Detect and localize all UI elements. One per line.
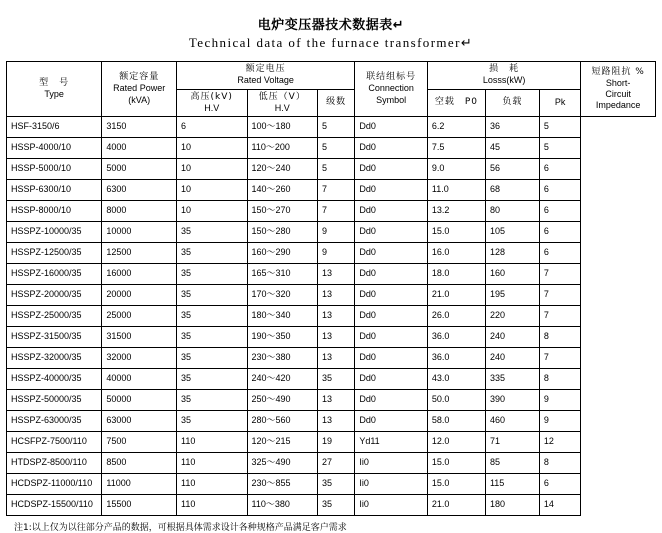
- table-cell: Dd0: [355, 369, 428, 390]
- table-cell: 13: [317, 264, 354, 285]
- page-title-chinese: 电炉变压器技术数据表↵: [257, 18, 405, 33]
- col-header-rated-voltage: 额定电压 Rated Voltage: [177, 62, 355, 90]
- table-cell: HSSPZ-50000/35: [7, 390, 102, 411]
- table-row: [7, 432, 656, 453]
- table-cell: HSSPZ-32000/35: [7, 348, 102, 369]
- table-cell: 7: [539, 264, 580, 285]
- table-cell: 6: [539, 243, 580, 264]
- table-cell: HSSPZ-10000/35: [7, 222, 102, 243]
- table-cell: 150～270: [247, 201, 317, 222]
- table-cell: 170～320: [247, 285, 317, 306]
- table-cell: HSSPZ-31500/35: [7, 327, 102, 348]
- table-cell: 36: [485, 117, 539, 138]
- table-row: [7, 327, 656, 348]
- table-cell: 240: [485, 327, 539, 348]
- table-cell: 50.0: [427, 390, 485, 411]
- table-cell: 71: [485, 432, 539, 453]
- table-row: [7, 495, 656, 516]
- table-cell: 7.5: [427, 138, 485, 159]
- table-cell: 56: [485, 159, 539, 180]
- table-cell: HSSP-8000/10: [7, 201, 102, 222]
- document-page: [0, 14, 662, 533]
- table-cell: 120～240: [247, 159, 317, 180]
- table-cell: HSSPZ-20000/35: [7, 285, 102, 306]
- table-row: [7, 222, 656, 243]
- col-header-connection-symbol: 联结组标号 Connection Symbol: [355, 62, 428, 117]
- col-header-load-loss: 负载: [485, 89, 539, 117]
- table-cell: 390: [485, 390, 539, 411]
- table-cell: 13: [317, 390, 354, 411]
- table-cell: 8000: [102, 201, 177, 222]
- table-cell: Dd0: [355, 348, 428, 369]
- col-header-hv: 高压(kV) H.V: [177, 89, 247, 117]
- table-cell: 325～490: [247, 453, 317, 474]
- table-cell: Dd0: [355, 243, 428, 264]
- table-row: [7, 453, 656, 474]
- transformer-data-table: [6, 61, 656, 516]
- table-cell: 43.0: [427, 369, 485, 390]
- table-cell: 15.0: [427, 474, 485, 495]
- table-cell: 35: [317, 474, 354, 495]
- table-cell: 35: [177, 285, 247, 306]
- table-cell: 16000: [102, 264, 177, 285]
- table-cell: 165～310: [247, 264, 317, 285]
- table-row: [7, 369, 656, 390]
- table-cell: 6.2: [427, 117, 485, 138]
- table-cell: 110～200: [247, 138, 317, 159]
- table-cell: 195: [485, 285, 539, 306]
- table-cell: 7: [539, 306, 580, 327]
- table-cell: 13: [317, 348, 354, 369]
- table-cell: 6: [539, 474, 580, 495]
- table-cell: HSSP-6300/10: [7, 180, 102, 201]
- table-cell: Dd0: [355, 264, 428, 285]
- table-cell: 16.0: [427, 243, 485, 264]
- table-cell: 128: [485, 243, 539, 264]
- table-cell: 19: [317, 432, 354, 453]
- table-cell: HCDSPZ-15500/110: [7, 495, 102, 516]
- table-cell: 8: [539, 453, 580, 474]
- table-cell: 230～380: [247, 348, 317, 369]
- table-cell: 35: [317, 495, 354, 516]
- table-cell: 35: [317, 369, 354, 390]
- table-cell: 36.0: [427, 348, 485, 369]
- table-cell: 21.0: [427, 285, 485, 306]
- table-cell: HSSP-5000/10: [7, 159, 102, 180]
- table-cell: 12: [539, 432, 580, 453]
- table-row: [7, 285, 656, 306]
- table-cell: HCDSPZ-11000/110: [7, 474, 102, 495]
- table-cell: 13: [317, 327, 354, 348]
- table-cell: 120～215: [247, 432, 317, 453]
- table-cell: 160: [485, 264, 539, 285]
- table-cell: 160～290: [247, 243, 317, 264]
- table-cell: 3150: [102, 117, 177, 138]
- table-cell: 9.0: [427, 159, 485, 180]
- table-cell: 6300: [102, 180, 177, 201]
- table-cell: 10: [177, 201, 247, 222]
- table-cell: 5: [539, 138, 580, 159]
- table-cell: 10: [177, 180, 247, 201]
- table-cell: 15500: [102, 495, 177, 516]
- table-cell: 5000: [102, 159, 177, 180]
- table-cell: 58.0: [427, 411, 485, 432]
- table-cell: HSSPZ-40000/35: [7, 369, 102, 390]
- table-cell: 7: [317, 180, 354, 201]
- table-cell: 80: [485, 201, 539, 222]
- table-cell: 460: [485, 411, 539, 432]
- table-cell: 10: [177, 159, 247, 180]
- table-cell: 5: [317, 117, 354, 138]
- table-cell: HSSPZ-12500/35: [7, 243, 102, 264]
- table-cell: 35: [177, 411, 247, 432]
- table-cell: 35: [177, 264, 247, 285]
- table-cell: 110: [177, 453, 247, 474]
- table-cell: 110: [177, 432, 247, 453]
- table-cell: 35: [177, 390, 247, 411]
- col-header-load-loss-pk: Pk: [539, 89, 580, 117]
- table-cell: HTDSPZ-8500/110: [7, 453, 102, 474]
- table-cell: Yd11: [355, 432, 428, 453]
- table-cell: Ii0: [355, 474, 428, 495]
- table-cell: 110: [177, 474, 247, 495]
- table-cell: 40000: [102, 369, 177, 390]
- table-cell: HSSPZ-63000/35: [7, 411, 102, 432]
- table-row: [7, 159, 656, 180]
- table-cell: 4000: [102, 138, 177, 159]
- table-cell: 110～380: [247, 495, 317, 516]
- table-cell: 230～855: [247, 474, 317, 495]
- table-cell: 31500: [102, 327, 177, 348]
- table-cell: 5: [317, 159, 354, 180]
- col-header-no-load-loss: 空载 P0: [427, 89, 485, 117]
- table-cell: 150～280: [247, 222, 317, 243]
- table-cell: 7: [539, 348, 580, 369]
- table-row: [7, 117, 656, 138]
- table-cell: 35: [177, 222, 247, 243]
- table-row: [7, 390, 656, 411]
- table-cell: 21.0: [427, 495, 485, 516]
- table-cell: 35: [177, 369, 247, 390]
- header-row-1: [7, 62, 656, 90]
- table-cell: 180～340: [247, 306, 317, 327]
- table-cell: 12500: [102, 243, 177, 264]
- page-title-english: Technical data of the furnace transformer↵: [188, 35, 474, 50]
- table-cell: 45: [485, 138, 539, 159]
- table-cell: 18.0: [427, 264, 485, 285]
- table-cell: 85: [485, 453, 539, 474]
- table-cell: Dd0: [355, 180, 428, 201]
- table-cell: 9: [539, 411, 580, 432]
- col-header-loss: 损 耗 Losss(kW): [427, 62, 580, 90]
- table-cell: Dd0: [355, 327, 428, 348]
- table-cell: 13: [317, 306, 354, 327]
- table-cell: Dd0: [355, 138, 428, 159]
- table-cell: 5: [539, 117, 580, 138]
- table-cell: 100～180: [247, 117, 317, 138]
- table-row: [7, 474, 656, 495]
- table-cell: 10: [177, 138, 247, 159]
- table-row: [7, 180, 656, 201]
- table-cell: 9: [317, 243, 354, 264]
- table-cell: 240～420: [247, 369, 317, 390]
- table-cell: Dd0: [355, 390, 428, 411]
- col-header-impedance: 短路阻抗 % Short- Circuit Impedance: [581, 62, 656, 117]
- table-row: [7, 138, 656, 159]
- table-cell: HSF-3150/6: [7, 117, 102, 138]
- table-cell: 240: [485, 348, 539, 369]
- table-cell: 9: [539, 390, 580, 411]
- table-cell: 26.0: [427, 306, 485, 327]
- col-header-steps: 级数: [317, 89, 354, 117]
- table-cell: 11000: [102, 474, 177, 495]
- table-cell: 250～490: [247, 390, 317, 411]
- table-row: [7, 264, 656, 285]
- col-header-type: 型 号 Type: [7, 62, 102, 117]
- table-footnote: 注1:以上仅为以往部分产品的数据，可根据具体需求设计各种规格产品满足客户需求: [14, 523, 347, 533]
- table-cell: 6: [539, 159, 580, 180]
- table-cell: Dd0: [355, 117, 428, 138]
- table-cell: Dd0: [355, 285, 428, 306]
- table-cell: 12.0: [427, 432, 485, 453]
- table-cell: 25000: [102, 306, 177, 327]
- table-cell: 115: [485, 474, 539, 495]
- table-row: [7, 243, 656, 264]
- table-cell: HSSP-4000/10: [7, 138, 102, 159]
- table-cell: HSSPZ-25000/35: [7, 306, 102, 327]
- table-cell: 35: [177, 348, 247, 369]
- table-row: [7, 348, 656, 369]
- col-header-rated-power: 额定容量 Rated Power (kVA): [102, 62, 177, 117]
- table-cell: Dd0: [355, 222, 428, 243]
- table-cell: 7500: [102, 432, 177, 453]
- table-cell: 11.0: [427, 180, 485, 201]
- table-cell: Dd0: [355, 411, 428, 432]
- table-cell: 190～350: [247, 327, 317, 348]
- table-cell: 220: [485, 306, 539, 327]
- table-cell: 110: [177, 495, 247, 516]
- table-cell: 8: [539, 327, 580, 348]
- table-cell: 180: [485, 495, 539, 516]
- table-cell: 105: [485, 222, 539, 243]
- table-cell: 27: [317, 453, 354, 474]
- table-cell: 35: [177, 327, 247, 348]
- table-cell: 6: [539, 222, 580, 243]
- table-cell: 13: [317, 411, 354, 432]
- table-cell: 9: [317, 222, 354, 243]
- table-cell: 36.0: [427, 327, 485, 348]
- table-cell: Dd0: [355, 201, 428, 222]
- table-cell: 32000: [102, 348, 177, 369]
- table-cell: Ii0: [355, 495, 428, 516]
- table-cell: 14: [539, 495, 580, 516]
- table-cell: 6: [177, 117, 247, 138]
- table-cell: 20000: [102, 285, 177, 306]
- table-body: [7, 117, 656, 516]
- table-cell: 15.0: [427, 222, 485, 243]
- table-cell: Ii0: [355, 453, 428, 474]
- table-cell: 8500: [102, 453, 177, 474]
- table-cell: 10000: [102, 222, 177, 243]
- table-cell: 13: [317, 285, 354, 306]
- table-row: [7, 411, 656, 432]
- table-row: [7, 201, 656, 222]
- table-header: [7, 62, 656, 117]
- table-cell: 6: [539, 180, 580, 201]
- table-cell: HSSPZ-16000/35: [7, 264, 102, 285]
- table-cell: 280～560: [247, 411, 317, 432]
- table-cell: 35: [177, 243, 247, 264]
- table-cell: 63000: [102, 411, 177, 432]
- table-cell: 7: [539, 285, 580, 306]
- table-cell: 6: [539, 201, 580, 222]
- table-cell: 35: [177, 306, 247, 327]
- table-cell: Dd0: [355, 159, 428, 180]
- table-row: [7, 306, 656, 327]
- table-cell: 15.0: [427, 453, 485, 474]
- table-cell: 50000: [102, 390, 177, 411]
- table-cell: 13.2: [427, 201, 485, 222]
- table-cell: HCSFPZ-7500/110: [7, 432, 102, 453]
- table-cell: 68: [485, 180, 539, 201]
- table-cell: Dd0: [355, 306, 428, 327]
- table-cell: 140～260: [247, 180, 317, 201]
- table-cell: 5: [317, 138, 354, 159]
- table-cell: 7: [317, 201, 354, 222]
- col-header-lv: 低压（V） H.V: [247, 89, 317, 117]
- table-cell: 8: [539, 369, 580, 390]
- table-cell: 335: [485, 369, 539, 390]
